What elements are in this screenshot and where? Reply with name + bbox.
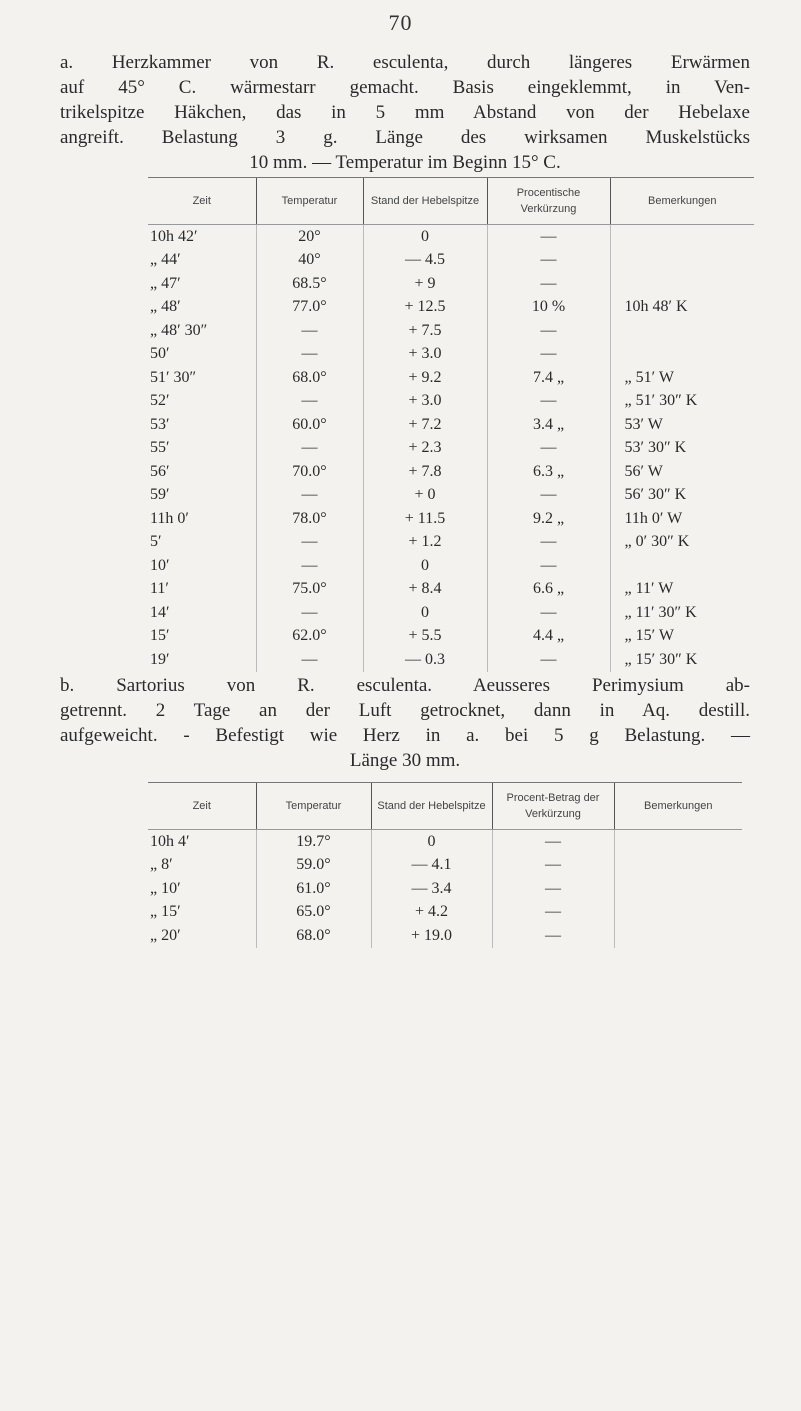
cell-procent: —	[487, 484, 610, 508]
cell-bemerkungen: 10h 48′ K	[610, 296, 754, 320]
cell-bemerkungen: 56′ 30″ K	[610, 484, 754, 508]
table-section-a	[148, 177, 754, 672]
cell-temperatur: 77.0°	[256, 296, 363, 320]
cell-procent: —	[487, 249, 610, 273]
cell-zeit: 10h 42′	[150, 227, 198, 245]
cell-zeit: „ 10′	[150, 879, 181, 897]
table-row	[148, 390, 754, 414]
cell-zeit: 5′	[150, 533, 162, 551]
cell-bemerkungen: „ 11′ 30″ K	[610, 601, 754, 625]
cell-bemerkungen: 53′ W	[610, 413, 754, 437]
cell-procent: —	[487, 601, 610, 625]
cell-temperatur: 40°	[256, 249, 363, 273]
cell-stand: + 1.2	[363, 531, 487, 555]
table-row	[148, 578, 754, 602]
table-header-row	[148, 783, 742, 830]
cell-bemerkungen: „ 0′ 30″ K	[610, 531, 754, 555]
header-temperatur: Temperatur	[256, 178, 363, 225]
cell-temperatur: 78.0°	[256, 507, 363, 531]
table-row	[148, 507, 754, 531]
cell-temperatur: —	[256, 319, 363, 343]
cell-temperatur: —	[256, 601, 363, 625]
cell-temperatur: 70.0°	[256, 460, 363, 484]
cell-stand: 0	[371, 830, 492, 854]
cell-stand: + 9	[363, 272, 487, 296]
header-stand: Stand der Hebelspitze	[363, 178, 487, 225]
table-row	[148, 625, 754, 649]
cell-procent: —	[487, 272, 610, 296]
cell-bemerkungen	[610, 319, 754, 343]
cell-zeit: „ 8′	[150, 856, 173, 874]
cell-stand: 0	[363, 225, 487, 249]
cell-stand: + 2.3	[363, 437, 487, 461]
section-b-description	[60, 673, 750, 773]
section-a-description	[60, 50, 750, 175]
cell-stand: + 9.2	[363, 366, 487, 390]
cell-zeit: 51′ 30″	[150, 368, 197, 386]
table-row	[148, 319, 754, 343]
cell-procent: 7.4 „	[487, 366, 610, 390]
cell-stand: + 7.8	[363, 460, 487, 484]
table-row	[148, 249, 754, 273]
cell-procent: —	[492, 854, 614, 878]
cell-zeit: 19′	[150, 650, 170, 668]
cell-temperatur: —	[256, 343, 363, 367]
cell-procent: —	[487, 648, 610, 672]
cell-bemerkungen	[610, 249, 754, 273]
cell-temperatur: —	[256, 390, 363, 414]
cell-bemerkungen: „ 15′ 30″ K	[610, 648, 754, 672]
section-b-line: b. Sartorius von R. esculenta. Aeusseres Perimysium ab-	[60, 675, 750, 696]
section-a-line: auf 45° C. wärmestarr gemacht. Basis eingeklemmt, in Ven-	[60, 77, 750, 98]
table-row	[148, 877, 742, 901]
cell-temperatur: 60.0°	[256, 413, 363, 437]
cell-temperatur: 65.0°	[256, 901, 371, 925]
header-procent: Procent-Betrag der Verkürzung	[492, 783, 614, 830]
cell-temperatur: 59.0°	[256, 854, 371, 878]
cell-stand: 0	[363, 554, 487, 578]
section-b-line: getrennt. 2 Tage an der Luft getrocknet, dann in Aq. destill.	[60, 700, 750, 721]
table-row	[148, 531, 754, 555]
table-row	[148, 601, 754, 625]
cell-temperatur: 19.7°	[256, 830, 371, 854]
header-zeit: Zeit	[148, 783, 256, 830]
table-row	[148, 854, 742, 878]
table-row	[148, 225, 754, 249]
cell-procent: 6.6 „	[487, 578, 610, 602]
header-stand: Stand der Hebelspitze	[371, 783, 492, 830]
cell-bemerkungen	[610, 272, 754, 296]
cell-zeit: 52′	[150, 392, 170, 410]
cell-zeit: 15′	[150, 627, 170, 645]
cell-zeit: „ 48′ 30″	[150, 321, 208, 339]
header-bemerkungen: Bemerkungen	[610, 178, 754, 225]
cell-stand: + 19.0	[371, 924, 492, 948]
cell-temperatur: —	[256, 437, 363, 461]
cell-temperatur: —	[256, 484, 363, 508]
cell-stand: — 4.1	[371, 854, 492, 878]
cell-zeit: 10′	[150, 556, 170, 574]
cell-zeit: 55′	[150, 439, 170, 457]
cell-bemerkungen	[610, 225, 754, 249]
cell-procent: —	[492, 830, 614, 854]
cell-zeit: 10h 4′	[150, 832, 190, 850]
cell-bemerkungen	[614, 901, 742, 925]
cell-procent: 10 %	[487, 296, 610, 320]
table-row	[148, 296, 754, 320]
cell-bemerkungen	[610, 554, 754, 578]
cell-temperatur: 68.0°	[256, 924, 371, 948]
table-row	[148, 830, 742, 854]
cell-zeit: „ 47′	[150, 274, 181, 292]
table-header-row	[148, 178, 754, 225]
table-row	[148, 413, 754, 437]
cell-zeit: „ 48′	[150, 298, 181, 316]
cell-procent: 9.2 „	[487, 507, 610, 531]
table-row	[148, 366, 754, 390]
cell-stand: + 7.5	[363, 319, 487, 343]
cell-stand: — 3.4	[371, 877, 492, 901]
header-temperatur: Temperatur	[256, 783, 371, 830]
cell-stand: 0	[363, 601, 487, 625]
cell-zeit: 50′	[150, 345, 170, 363]
cell-procent: —	[487, 343, 610, 367]
cell-bemerkungen: 56′ W	[610, 460, 754, 484]
cell-stand: + 7.2	[363, 413, 487, 437]
page-number: 70	[388, 10, 413, 35]
cell-procent: 4.4 „	[487, 625, 610, 649]
cell-bemerkungen: „ 51′ 30″ K	[610, 390, 754, 414]
cell-temperatur: 68.0°	[256, 366, 363, 390]
cell-bemerkungen: 11h 0′ W	[610, 507, 754, 531]
cell-procent: —	[487, 390, 610, 414]
table-row	[148, 272, 754, 296]
header-bemerkungen: Bemerkungen	[614, 783, 742, 830]
header-zeit: Zeit	[148, 178, 256, 225]
cell-stand: + 8.4	[363, 578, 487, 602]
cell-stand: — 4.5	[363, 249, 487, 273]
cell-temperatur: —	[256, 531, 363, 555]
cell-procent: 3.4 „	[487, 413, 610, 437]
cell-procent: —	[487, 225, 610, 249]
cell-procent: —	[492, 924, 614, 948]
cell-zeit: „ 20′	[150, 926, 181, 944]
cell-zeit: 53′	[150, 415, 170, 433]
cell-bemerkungen: „ 15′ W	[610, 625, 754, 649]
cell-bemerkungen: 53′ 30″ K	[610, 437, 754, 461]
table-row	[148, 924, 742, 948]
section-b-line: Länge 30 mm.	[349, 750, 461, 771]
table-section-b	[148, 782, 742, 948]
cell-procent: —	[487, 319, 610, 343]
cell-procent: 6.3 „	[487, 460, 610, 484]
cell-zeit: 11h 0′	[150, 509, 189, 527]
section-a-line: 10 mm. — Temperatur im Beginn 15° C.	[249, 152, 561, 173]
cell-zeit: „ 44′	[150, 251, 181, 269]
cell-temperatur: 61.0°	[256, 877, 371, 901]
table-row	[148, 484, 754, 508]
cell-stand: — 0.3	[363, 648, 487, 672]
cell-temperatur: 62.0°	[256, 625, 363, 649]
cell-temperatur: —	[256, 554, 363, 578]
section-a-line: a. Herzkammer von R. esculenta, durch längeres Erwärmen	[60, 52, 750, 73]
cell-temperatur: 20°	[256, 225, 363, 249]
table-row	[148, 460, 754, 484]
cell-bemerkungen	[610, 343, 754, 367]
cell-stand: + 12.5	[363, 296, 487, 320]
cell-zeit: „ 15′	[150, 903, 181, 921]
cell-stand: + 5.5	[363, 625, 487, 649]
table-row	[148, 343, 754, 367]
table-row	[148, 901, 742, 925]
cell-stand: + 3.0	[363, 343, 487, 367]
cell-procent: —	[492, 901, 614, 925]
section-a-line: trikelspitze Häkchen, das in 5 mm Abstand von der Hebelaxe	[60, 102, 750, 123]
cell-bemerkungen	[614, 830, 742, 854]
cell-bemerkungen: „ 11′ W	[610, 578, 754, 602]
header-procent: Procentische Verkürzung	[487, 178, 610, 225]
cell-stand: + 0	[363, 484, 487, 508]
cell-temperatur: 75.0°	[256, 578, 363, 602]
cell-bemerkungen	[614, 854, 742, 878]
cell-procent: —	[487, 554, 610, 578]
cell-stand: + 4.2	[371, 901, 492, 925]
table-row	[148, 554, 754, 578]
cell-procent: —	[492, 877, 614, 901]
table-row	[148, 437, 754, 461]
section-b-line: aufgeweicht. - Befestigt wie Herz in a. bei 5 g Belastung. —	[60, 725, 750, 746]
cell-procent: —	[487, 531, 610, 555]
cell-zeit: 59′	[150, 486, 170, 504]
cell-zeit: 14′	[150, 603, 170, 621]
cell-zeit: 11′	[150, 580, 169, 598]
table-row	[148, 648, 754, 672]
cell-stand: + 3.0	[363, 390, 487, 414]
cell-zeit: 56′	[150, 462, 170, 480]
cell-bemerkungen	[614, 924, 742, 948]
cell-procent: —	[487, 437, 610, 461]
cell-temperatur: 68.5°	[256, 272, 363, 296]
cell-bemerkungen	[614, 877, 742, 901]
cell-temperatur: —	[256, 648, 363, 672]
section-a-line: angreift. Belastung 3 g. Länge des wirksamen Muskelstücks	[60, 127, 750, 148]
cell-bemerkungen: „ 51′ W	[610, 366, 754, 390]
cell-stand: + 11.5	[363, 507, 487, 531]
